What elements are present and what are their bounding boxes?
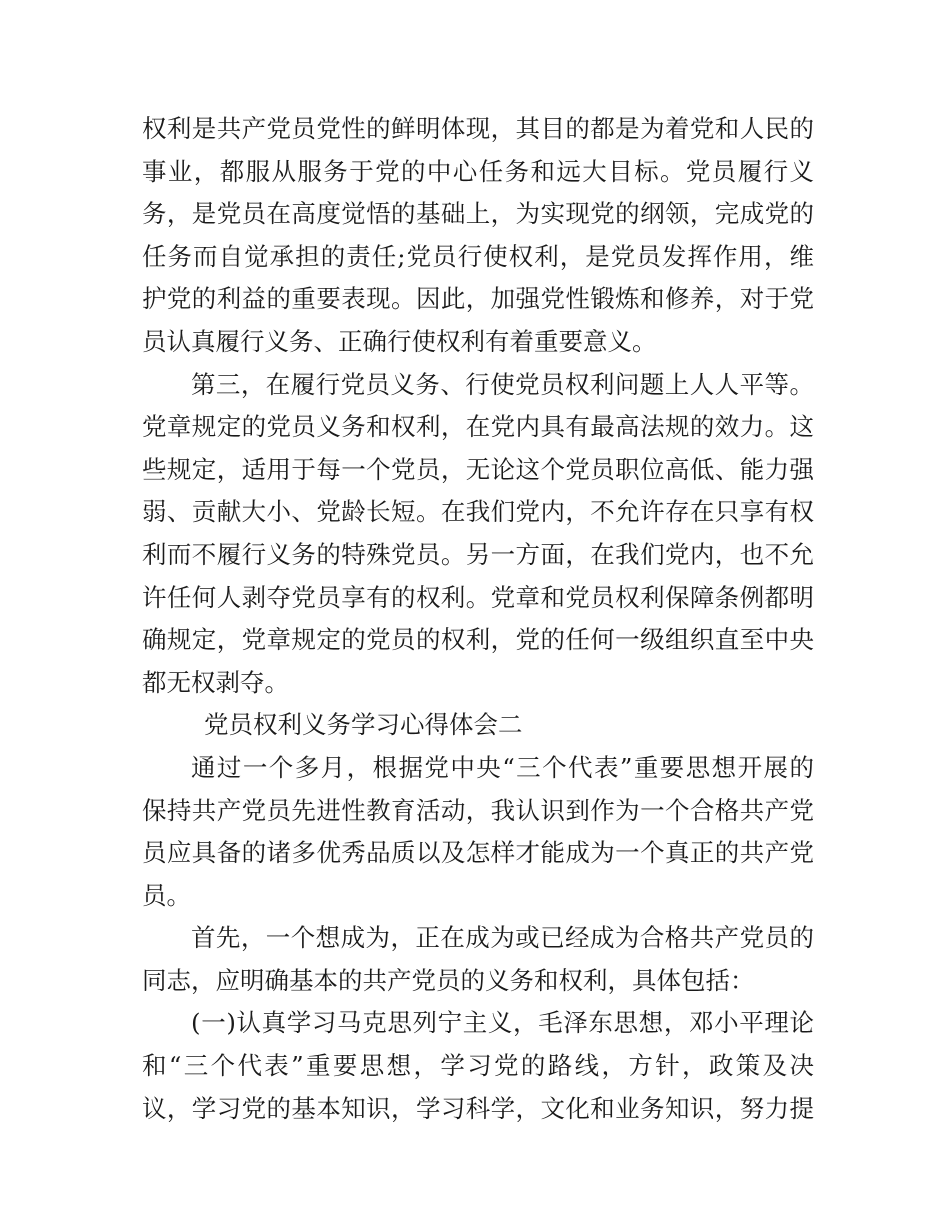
text-line: 事业，都服从服务于党的中心任务和远大目标。党员履行义 — [142, 156, 814, 186]
paragraph-start-line: (一)认真学习马克思列宁主义，毛泽东思想，邓小平理论 — [191, 1008, 814, 1038]
text-line: 和“三个代表”重要思想，学习党的路线，方针，政策及决 — [142, 1051, 814, 1081]
text-line: 员。 — [142, 880, 191, 910]
text-line: 务，是党员在高度觉悟的基础上，为实现党的纲领，完成党的 — [142, 199, 814, 229]
paragraph-start-line: 首先，一个想成为，正在成为或已经成为合格共产党员的 — [191, 923, 814, 953]
text-line: 些规定，适用于每一个党员，无论这个党员职位高低、能力强 — [142, 454, 814, 484]
text-line: 保持共产党员先进性教育活动，我认识到作为一个合格共产党 — [142, 795, 814, 825]
paragraph-start-line: 通过一个多月，根据党中央“三个代表”重要思想开展的 — [191, 752, 814, 782]
text-line: 议，学习党的基本知识，学习科学，文化和业务知识，努力提 — [142, 1093, 814, 1123]
paragraph-start-line: 第三，在履行党员义务、行使党员权利问题上人人平等。 — [191, 369, 814, 399]
section-heading: 党员权利义务学习心得体会二 — [204, 710, 523, 740]
text-line: 权利是共产党员党性的鲜明体现，其目的都是为着党和人民的 — [142, 114, 814, 143]
document-body — [142, 108, 814, 1130]
text-line: 党章规定的党员义务和权利，在党内具有最高法规的效力。这 — [142, 412, 814, 442]
text-line: 都无权剥夺。 — [142, 667, 289, 697]
text-line: 利而不履行义务的特殊党员。另一方面，在我们党内，也不允 — [142, 539, 814, 569]
text-line: 许任何人剥夺党员享有的权利。党章和党员权利保障条例都明 — [142, 582, 814, 612]
text-line: 确规定，党章规定的党员的权利，党的任何一级组织直至中央 — [142, 625, 814, 655]
text-line: 护党的利益的重要表现。因此，加强党性锻炼和修养，对于党 — [142, 284, 814, 314]
text-line: 任务而自觉承担的责任;党员行使权利，是党员发挥作用，维 — [142, 241, 814, 271]
text-line: 员应具备的诸多优秀品质以及怎样才能成为一个真正的共产党 — [142, 838, 814, 868]
text-line: 员认真履行义务、正确行使权利有着重要意义。 — [142, 326, 657, 356]
text-line: 弱、贡献大小、党龄长短。在我们党内，不允许存在只享有权 — [142, 497, 814, 527]
text-line: 同志，应明确基本的共产党员的义务和权利，具体包括： — [142, 965, 755, 995]
